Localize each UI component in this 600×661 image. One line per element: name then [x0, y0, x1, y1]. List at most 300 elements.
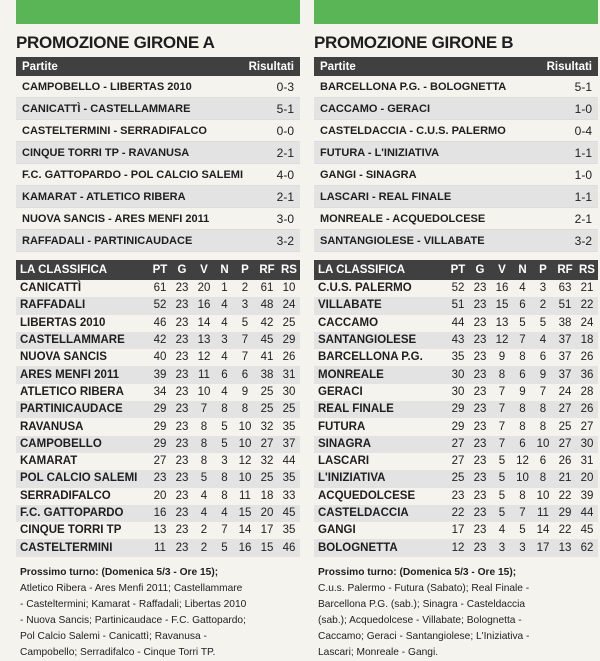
goals-for: 41: [260, 351, 274, 364]
goals-for: 37: [554, 332, 576, 349]
points: 23: [149, 470, 171, 487]
drawn: 8: [215, 401, 234, 418]
points: 44: [451, 316, 465, 329]
team-name: KAMARAT: [20, 455, 78, 468]
won: 15: [491, 297, 513, 314]
team-name: SANTANGIOLESE: [314, 332, 447, 349]
points: 13: [153, 524, 167, 537]
team-name: ACQUEDOLCESE: [318, 489, 416, 502]
goals-against: 35: [282, 420, 296, 433]
standings-row: [16, 453, 300, 470]
points: 29: [149, 436, 171, 453]
won: 13: [495, 316, 509, 329]
drawn: 7: [221, 524, 228, 537]
points: 34: [153, 385, 167, 398]
match-teams: CASTELDACCIA - C.U.S. PALERMO: [320, 124, 506, 137]
match-teams: LASCARI - REAL FINALE: [320, 190, 452, 203]
played: 23: [469, 505, 491, 522]
goals-for: 20: [256, 505, 278, 522]
drawn: 4: [221, 385, 228, 398]
goals-for: 37: [554, 366, 576, 383]
match-row: [16, 142, 300, 164]
next-round: [314, 565, 598, 661]
next-round-line: Lascari; Monreale - Gangi.: [318, 646, 439, 658]
goals-against: 20: [576, 470, 598, 487]
won: 14: [197, 316, 211, 329]
won: 16: [495, 282, 509, 295]
team-name: RAFFADALI: [16, 297, 149, 314]
goals-against: 39: [580, 489, 594, 502]
lost: 8: [532, 470, 554, 487]
drawn: 8: [519, 420, 526, 433]
drawn: 5: [519, 524, 526, 537]
goals-for: 63: [558, 282, 572, 295]
standings-table: [314, 260, 598, 557]
goals-for: 38: [558, 316, 572, 329]
goals-against: 45: [278, 505, 300, 522]
goals-against: 44: [282, 455, 296, 468]
green-header-bar: [314, 0, 598, 24]
standings-row: [16, 332, 300, 349]
match-teams: MONREALE - ACQUEDOLCESE: [320, 212, 486, 225]
lost: 16: [234, 539, 256, 556]
lost: 7: [539, 385, 547, 398]
standings-row: [314, 505, 598, 522]
drawn: 8: [221, 489, 228, 502]
standings-row: [16, 505, 300, 522]
goals-for: 38: [256, 366, 278, 383]
played: 23: [469, 366, 491, 383]
next-round: [16, 565, 300, 661]
team-name: POL CALCIO SALEMI: [16, 470, 149, 487]
next-round-title: Prossimo turno: (Domenica 5/3 - Ore 15);: [20, 566, 219, 578]
goals-for: 32: [260, 420, 274, 433]
played: 23: [473, 385, 487, 398]
col-header: P: [532, 260, 554, 280]
lost: 3: [234, 297, 256, 314]
goals-for: 29: [554, 505, 576, 522]
lost: 2: [241, 282, 249, 295]
match-row: [16, 120, 300, 142]
won: 11: [193, 366, 215, 383]
goals-for: 37: [558, 351, 572, 364]
standings-row: [314, 349, 598, 366]
col-header: RS: [278, 260, 300, 280]
col-header: P: [234, 260, 256, 280]
match-teams: BARCELLONA P.G. - BOLOGNETTA: [320, 80, 507, 93]
points: 39: [149, 366, 171, 383]
lost: 3: [539, 282, 547, 295]
goals-against: 62: [576, 539, 598, 556]
match-result: 1-1: [574, 145, 592, 160]
match-teams: CASTELTERMINI - SERRADIFALCO: [22, 124, 207, 137]
played: 23: [175, 316, 189, 329]
won: 7: [498, 420, 506, 433]
goals-against: 31: [278, 366, 300, 383]
team-name: CANICATTÌ: [20, 282, 82, 295]
team-name: CAMPOBELLO: [16, 436, 149, 453]
match-result: 3-2: [276, 233, 294, 248]
played: 23: [473, 316, 487, 329]
points: 11: [149, 539, 171, 556]
match-result: 3-0: [276, 211, 294, 226]
col-header: G: [469, 260, 491, 280]
col-header: PT: [447, 260, 469, 280]
team-name: NUOVA SANCIS: [20, 351, 107, 364]
won: 7: [491, 436, 513, 453]
next-round-line: Campobello; Serradifalco - Cinque Torri TP.: [20, 646, 216, 658]
points: 52: [149, 297, 171, 314]
match-result: 1-0: [574, 167, 592, 182]
col-header: RF: [256, 260, 278, 280]
drawn: 7: [513, 332, 532, 349]
next-round-line: Barcellona P.G. (sab.); Sinagra - Casteldaccia: [318, 598, 526, 610]
team-name: CASTELLAMMARE: [16, 332, 149, 349]
played: 23: [175, 420, 189, 433]
col-header: N: [513, 260, 532, 280]
goals-against: 26: [576, 401, 598, 418]
match-result: 0-0: [276, 123, 294, 138]
goals-for: 18: [260, 489, 274, 502]
standings-row: [16, 418, 300, 435]
played: 23: [473, 420, 487, 433]
drawn: 7: [513, 505, 532, 522]
points: 23: [451, 489, 465, 502]
goals-for: 25: [260, 385, 274, 398]
lost: 7: [241, 351, 249, 364]
team-name: CINQUE TORRI TP: [20, 524, 122, 537]
match-teams: CACCAMO - GERACI: [320, 102, 430, 115]
team-name: REAL FINALE: [314, 401, 447, 418]
standings-row: [314, 280, 598, 297]
risultati-label: Risultati: [546, 60, 592, 73]
team-name: MONREALE: [314, 366, 447, 383]
standings-row: [314, 315, 598, 332]
drawn: 8: [513, 401, 532, 418]
standings-row: [314, 436, 598, 453]
lost: 12: [238, 455, 252, 468]
played: 23: [175, 282, 189, 295]
team-name: GERACI: [318, 385, 363, 398]
standings-row: [16, 488, 300, 505]
lost: 6: [539, 455, 547, 468]
goals-against: 37: [278, 436, 300, 453]
standings-row: [16, 401, 300, 418]
goals-against: 18: [576, 332, 598, 349]
won: 4: [193, 505, 215, 522]
won: 7: [193, 401, 215, 418]
standings-table: [16, 260, 300, 557]
points: 27: [451, 455, 465, 468]
played: 23: [473, 282, 487, 295]
standings-row: [16, 315, 300, 332]
won: 5: [491, 505, 513, 522]
played: 23: [469, 539, 491, 556]
points: 30: [447, 366, 469, 383]
points: 35: [451, 351, 465, 364]
points: 25: [447, 470, 469, 487]
drawn: 9: [519, 385, 526, 398]
drawn: 4: [221, 316, 228, 329]
standings-row: [314, 522, 598, 539]
lost: 11: [532, 505, 554, 522]
standings-row: [16, 522, 300, 539]
match-row: [314, 98, 598, 120]
standings-row: [16, 384, 300, 401]
points: 17: [451, 524, 465, 537]
played: 23: [171, 332, 193, 349]
match-teams: FUTURA - L'INIZIATIVA: [320, 146, 440, 159]
points: 52: [451, 282, 465, 295]
goals-against: 36: [576, 366, 598, 383]
team-name: FUTURA: [318, 420, 366, 433]
goals-against: 29: [278, 332, 300, 349]
lost: 17: [532, 539, 554, 556]
standings-row: [314, 384, 598, 401]
played: 23: [473, 524, 487, 537]
next-round-title: Prossimo turno: (Domenica 5/3 - Ore 15);: [318, 566, 517, 578]
standings-row: [314, 297, 598, 314]
goals-against: 44: [576, 505, 598, 522]
lost: 8: [234, 401, 256, 418]
goals-for: 26: [558, 455, 572, 468]
won: 5: [491, 470, 513, 487]
goals-for: 17: [260, 524, 274, 537]
won: 8: [200, 455, 208, 468]
standings-row: [314, 418, 598, 435]
won: 2: [200, 524, 208, 537]
team-name: CACCAMO: [318, 316, 379, 329]
match-row: [314, 142, 598, 164]
results-header: [314, 57, 598, 76]
goals-for: 27: [554, 401, 576, 418]
match-result: 1-1: [574, 189, 592, 204]
played: 23: [473, 489, 487, 502]
col-header: LA CLASSIFICA: [16, 260, 149, 280]
team-name: L'INIZIATIVA: [314, 470, 447, 487]
goals-against: 35: [278, 470, 300, 487]
next-round-line: - Casteltermini; Kamarat - Raffadali; Libertas 2010: [20, 598, 247, 610]
goals-for: 15: [256, 539, 278, 556]
played: 23: [469, 436, 491, 453]
lost: 5: [539, 316, 547, 329]
lost: 2: [532, 297, 554, 314]
won: 20: [197, 282, 211, 295]
partite-label: Partite: [320, 60, 356, 73]
standings-row: [16, 280, 300, 297]
lost: 9: [532, 366, 554, 383]
points: 42: [149, 332, 171, 349]
team-name: CASTELTERMINI: [16, 539, 149, 556]
girone-b-column: [314, 0, 598, 661]
team-name: C.U.S. PALERMO: [318, 282, 412, 295]
match-teams: KAMARAT - ATLETICO RIBERA: [22, 190, 186, 203]
points: 29: [149, 401, 171, 418]
won: 16: [193, 297, 215, 314]
standings-row: [314, 453, 598, 470]
team-name: LIBERTAS 2010: [20, 316, 106, 329]
lost: 14: [536, 524, 550, 537]
points: 29: [153, 420, 167, 433]
drawn: 3: [221, 455, 228, 468]
match-row: [314, 120, 598, 142]
match-row: [16, 230, 300, 252]
won: 4: [498, 524, 506, 537]
points: 27: [153, 455, 167, 468]
team-name: ATLETICO RIBERA: [20, 385, 124, 398]
won: 8: [200, 420, 208, 433]
goals-for: 22: [558, 524, 572, 537]
girone-a-column: [16, 0, 300, 661]
played: 23: [175, 489, 189, 502]
played: 23: [473, 351, 487, 364]
match-row: [16, 76, 300, 98]
match-result: 2-1: [574, 211, 592, 226]
played: 23: [175, 385, 189, 398]
col-header: LA CLASSIFICA: [314, 260, 447, 280]
goals-against: 10: [282, 282, 296, 295]
match-teams: CAMPOBELLO - LIBERTAS 2010: [22, 80, 192, 93]
points: 22: [447, 505, 469, 522]
goals-for: 25: [256, 401, 278, 418]
won: 13: [193, 332, 215, 349]
goals-for: 51: [554, 297, 576, 314]
points: 40: [153, 351, 167, 364]
match-row: [16, 98, 300, 120]
points: 12: [447, 539, 469, 556]
played: 23: [469, 401, 491, 418]
match-teams: GANGI - SINAGRA: [320, 168, 417, 181]
match-result: 1-0: [574, 101, 592, 116]
won: 7: [491, 401, 513, 418]
partite-label: Partite: [22, 60, 58, 73]
lost: 6: [234, 366, 256, 383]
standings-row: [16, 366, 300, 383]
match-row: [314, 76, 598, 98]
col-header: V: [193, 260, 215, 280]
goals-for: 61: [260, 282, 274, 295]
lost: 8: [539, 420, 547, 433]
drawn: 4: [215, 505, 234, 522]
lost: 4: [532, 332, 554, 349]
goals-for: 25: [256, 470, 278, 487]
drawn: 5: [215, 436, 234, 453]
drawn: 8: [519, 351, 526, 364]
lost: 10: [532, 436, 554, 453]
standings-row: [16, 539, 300, 556]
standings-row: [314, 488, 598, 505]
goals-against: 31: [580, 455, 594, 468]
points: 43: [447, 332, 469, 349]
next-round-line: C.u.s. Palermo - Futura (Sabato); Real Finale -: [318, 582, 530, 594]
played: 23: [469, 470, 491, 487]
goals-for: 13: [554, 539, 576, 556]
played: 23: [175, 524, 189, 537]
team-name: PARTINICAUDACE: [16, 401, 149, 418]
match-row: [314, 230, 598, 252]
match-list: [16, 76, 300, 252]
goals-against: 27: [580, 420, 594, 433]
drawn: 6: [513, 297, 532, 314]
drawn: 10: [513, 470, 532, 487]
goals-against: 25: [282, 316, 296, 329]
won: 9: [498, 351, 506, 364]
standings-row: [16, 349, 300, 366]
match-result: 4-0: [276, 167, 294, 182]
col-header: RF: [554, 260, 576, 280]
lost: 8: [532, 401, 554, 418]
points: 51: [447, 297, 469, 314]
match-list: [314, 76, 598, 252]
match-row: [314, 186, 598, 208]
goals-for: 48: [256, 297, 278, 314]
won: 8: [491, 366, 513, 383]
goals-against: 28: [580, 385, 594, 398]
col-header: N: [215, 260, 234, 280]
drawn: 6: [513, 366, 532, 383]
match-teams: NUOVA SANCIS - ARES MENFI 2011: [22, 212, 210, 225]
won: 7: [498, 385, 506, 398]
match-teams: CINQUE TORRI TP - RAVANUSA: [22, 146, 190, 159]
goals-for: 27: [554, 436, 576, 453]
won: 5: [498, 489, 506, 502]
standings-row: [314, 539, 598, 556]
match-teams: F.C. GATTOPARDO - POL CALCIO SALEMI: [22, 168, 244, 181]
team-name: BARCELLONA P.G.: [318, 351, 423, 364]
goals-for: 24: [558, 385, 572, 398]
lost: 15: [234, 505, 256, 522]
lost: 9: [241, 385, 249, 398]
goals-against: 46: [278, 539, 300, 556]
drawn: 8: [215, 470, 234, 487]
drawn: 5: [215, 539, 234, 556]
won: 5: [193, 470, 215, 487]
played: 23: [469, 332, 491, 349]
points: 29: [451, 420, 465, 433]
drawn: 4: [215, 297, 234, 314]
drawn: 6: [513, 436, 532, 453]
won: 4: [200, 489, 208, 502]
green-header-bar: [16, 0, 300, 24]
points: 46: [153, 316, 167, 329]
team-name: F.C. GATTOPARDO: [16, 505, 149, 522]
drawn: 12: [516, 455, 529, 468]
goals-against: 26: [580, 351, 594, 364]
match-result: 0-4: [574, 123, 592, 138]
goals-against: 21: [580, 282, 594, 295]
match-row: [314, 164, 598, 186]
team-name: VILLABATE: [314, 297, 447, 314]
won: 12: [197, 351, 211, 364]
col-header: RS: [576, 260, 598, 280]
goals-for: 42: [260, 316, 274, 329]
standings-row: [16, 436, 300, 453]
played: 23: [171, 470, 193, 487]
match-result: 0-3: [276, 79, 294, 94]
played: 23: [171, 401, 193, 418]
lost: 10: [234, 470, 256, 487]
next-round-line: Pol Calcio Salemi - Canicattì; Ravanusa -: [20, 630, 207, 642]
goals-for: 45: [256, 332, 278, 349]
match-teams: CANICATTÌ - CASTELLAMMARE: [22, 102, 191, 115]
goals-against: 30: [282, 385, 296, 398]
drawn: 6: [215, 366, 234, 383]
match-result: 3-2: [574, 233, 592, 248]
drawn: 3: [513, 539, 532, 556]
played: 23: [175, 455, 189, 468]
played: 23: [171, 366, 193, 383]
standings-row: [16, 470, 300, 487]
